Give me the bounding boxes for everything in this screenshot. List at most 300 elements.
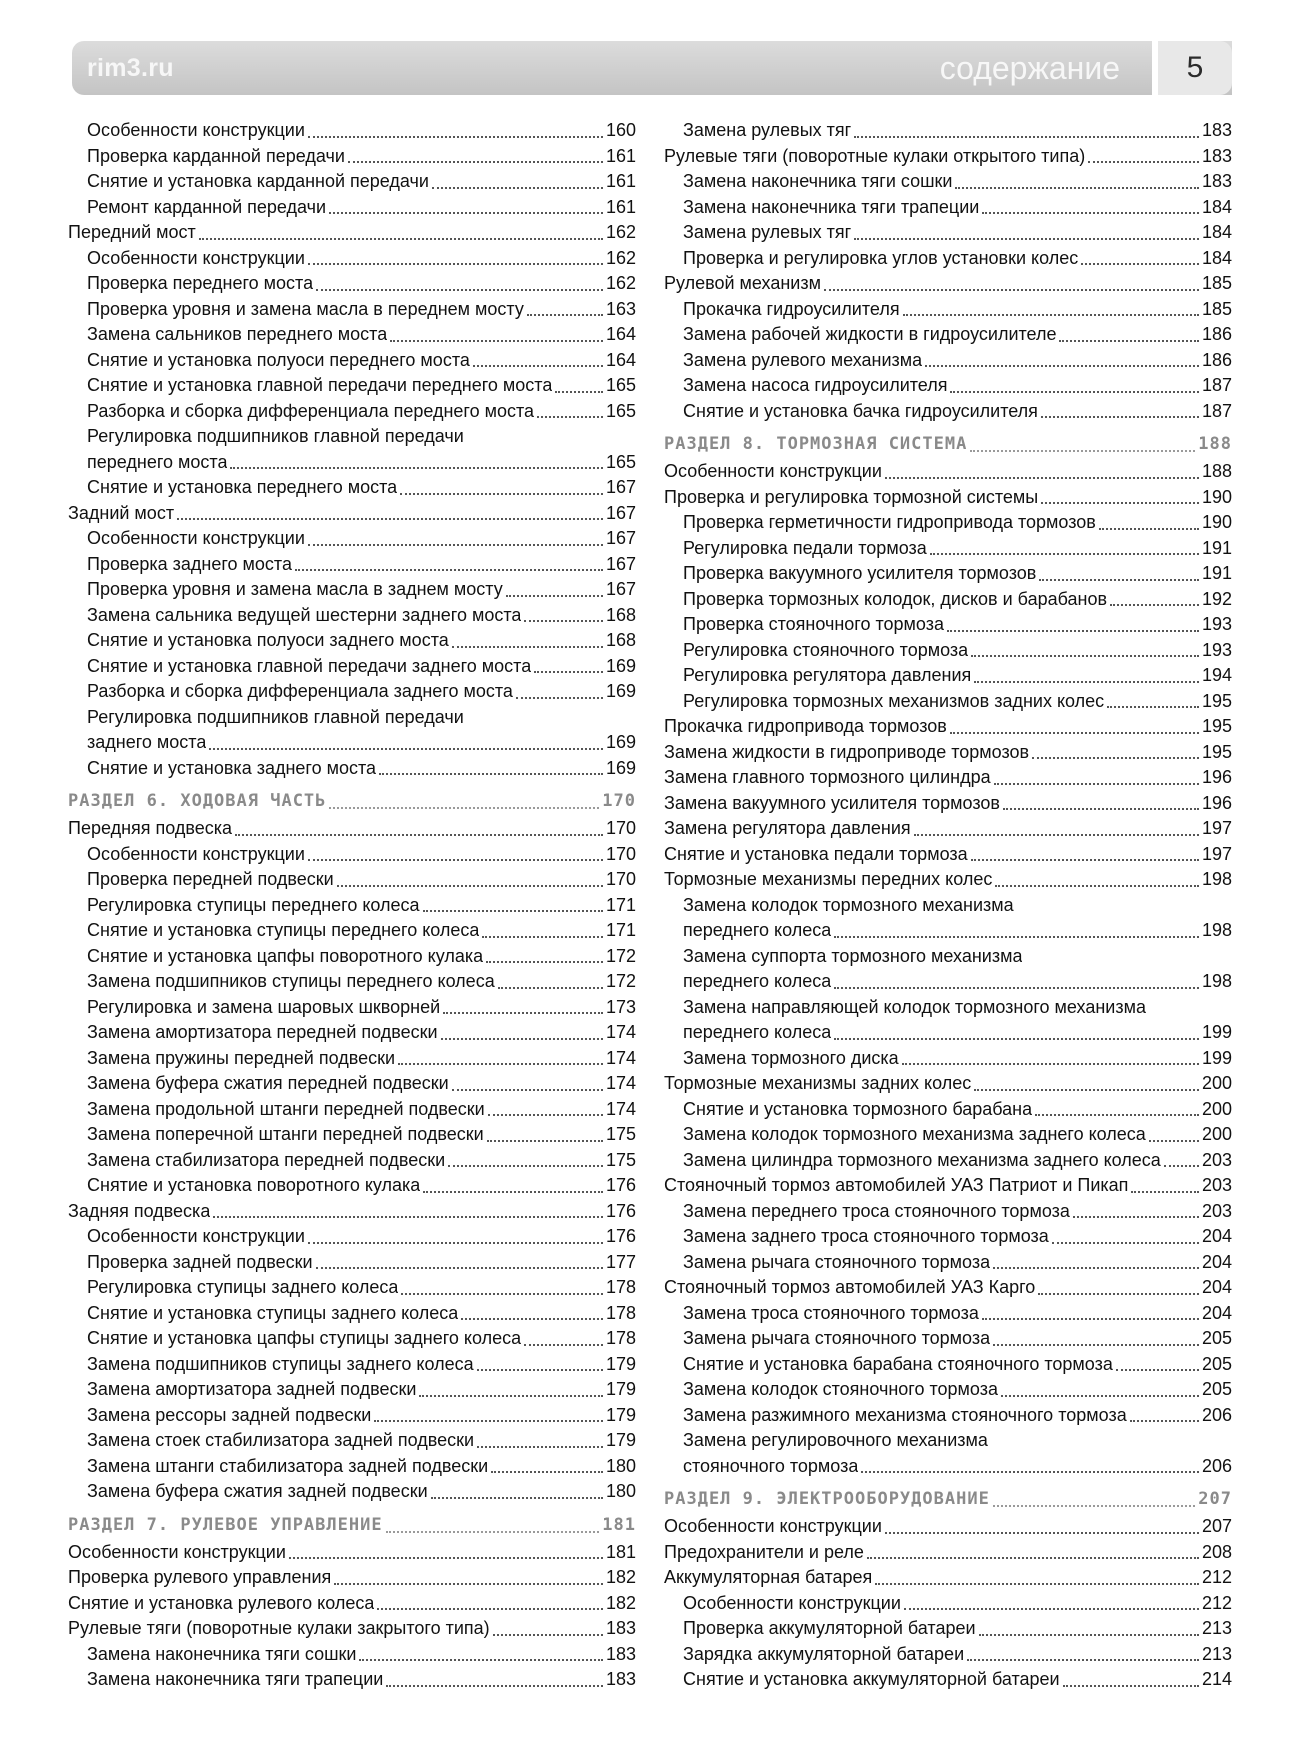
- toc-leader-dots: [401, 1293, 603, 1295]
- toc-leader-dots: [974, 681, 1199, 683]
- toc-page-number: 193: [1201, 614, 1232, 634]
- toc-leader-dots: [902, 1063, 1199, 1065]
- toc-entry-title: Особенности конструкции: [68, 1541, 286, 1562]
- toc-entry-title: Рулевые тяги (поворотные кулаки открытого типа): [664, 145, 1086, 166]
- toc-leader-dots: [506, 595, 603, 597]
- toc-entry-title: Регулировка ступицы переднего колеса: [87, 894, 420, 915]
- toc-page-number: 170: [602, 791, 636, 811]
- toc-leader-dots: [289, 1557, 603, 1559]
- toc-page-number: 175: [605, 1124, 636, 1144]
- toc-entry[interactable]: [68, 1352, 636, 1378]
- toc-page-number: 203: [1201, 1175, 1232, 1195]
- toc-entry[interactable]: [664, 867, 1232, 893]
- toc-entry-title: Передняя подвеска: [68, 818, 233, 838]
- toc-entry[interactable]: [68, 450, 636, 476]
- toc-entry[interactable]: [68, 1046, 636, 1072]
- toc-page-number: 205: [1201, 1328, 1232, 1348]
- toc-page-number: 167: [605, 528, 636, 548]
- toc-page-number: 174: [605, 1073, 636, 1093]
- toc-leader-dots: [441, 1038, 603, 1040]
- toc-leader-dots: [400, 493, 603, 495]
- toc-entry-title: Замена разжимного механизма стояночного тормоза: [683, 1404, 1127, 1425]
- toc-entry[interactable]: [664, 663, 1232, 689]
- toc-entry[interactable]: [664, 1071, 1232, 1097]
- toc-entry-title: Регулировка подшипников главной передачи: [87, 706, 464, 727]
- toc-entry[interactable]: [664, 1642, 1232, 1668]
- toc-entry[interactable]: [664, 1097, 1232, 1123]
- toc-leader-dots: [348, 161, 603, 163]
- toc-entry[interactable]: [68, 1642, 636, 1668]
- toc-page-number: 213: [1201, 1643, 1232, 1664]
- toc-entry[interactable]: [68, 995, 636, 1021]
- toc-entry[interactable]: [68, 144, 636, 170]
- toc-entry-title: Тормозные механизмы передних колес: [664, 869, 993, 889]
- toc-entry[interactable]: [664, 842, 1232, 868]
- toc-page-number: 163: [605, 298, 636, 319]
- toc-entry-title: Проверка уровня и замена масла в переднем мосту: [87, 298, 524, 319]
- toc-leader-dots: [230, 467, 602, 469]
- toc-entry[interactable]: [664, 918, 1232, 944]
- toc-entry[interactable]: [664, 944, 1232, 970]
- toc-page-number: 183: [1201, 145, 1232, 166]
- toc-leader-dots: [1130, 1420, 1199, 1422]
- toc-entry-title: Замена буфера сжатия задней подвески: [87, 1481, 428, 1501]
- toc-page-number: 194: [1201, 665, 1232, 685]
- toc-entry[interactable]: [664, 587, 1232, 613]
- toc-entry[interactable]: [664, 893, 1232, 919]
- toc-entry-title: Замена колодок стояночного тормоза: [683, 1379, 998, 1399]
- toc-entry[interactable]: [664, 1275, 1232, 1301]
- toc-page-number: 169: [605, 655, 636, 676]
- toc-leader-dots: [982, 1318, 1199, 1320]
- toc-entry[interactable]: [68, 842, 636, 868]
- toc-leader-dots: [524, 620, 603, 622]
- toc-entry[interactable]: [664, 638, 1232, 664]
- toc-entry[interactable]: [664, 689, 1232, 715]
- toc-leader-dots: [1099, 528, 1199, 530]
- toc-entry[interactable]: [68, 1428, 636, 1454]
- toc-entry[interactable]: [664, 195, 1232, 221]
- toc-section-heading[interactable]: [68, 785, 636, 815]
- toc-page-number: 169: [605, 681, 636, 701]
- toc-entry-title: Особенности конструкции: [87, 247, 305, 268]
- toc-entry[interactable]: [664, 1199, 1232, 1225]
- toc-entry[interactable]: [68, 816, 636, 842]
- toc-entry[interactable]: [664, 1224, 1232, 1250]
- toc-section-heading[interactable]: [68, 1509, 636, 1539]
- toc-entry-title: Замена жидкости в гидроприводе тормозов: [664, 741, 1030, 762]
- toc-entry[interactable]: [68, 297, 636, 323]
- toc-page-number: 178: [605, 1302, 636, 1323]
- toc-entry[interactable]: [664, 169, 1232, 195]
- toc-page-number: 204: [1201, 1226, 1232, 1246]
- toc-entry[interactable]: [68, 756, 636, 782]
- toc-entry-title: переднего моста: [87, 451, 228, 472]
- toc-entry-title: Снятие и установка главной передачи переднего моста: [87, 375, 553, 395]
- toc-leader-dots: [534, 671, 603, 673]
- toc-entry[interactable]: [68, 1403, 636, 1429]
- toc-entry-title: Снятие и установка цапфы ступицы заднего колеса: [87, 1328, 522, 1348]
- toc-entry[interactable]: [68, 220, 636, 246]
- toc-entry[interactable]: [68, 1565, 636, 1591]
- toc-entry[interactable]: [664, 348, 1232, 374]
- toc-entry-title: Передний мост: [68, 222, 196, 242]
- toc-page-number: 165: [605, 375, 636, 395]
- toc-page-number: 198: [1201, 971, 1232, 991]
- toc-entry[interactable]: [68, 501, 636, 527]
- toc-page-number: 160: [605, 120, 636, 140]
- toc-entry[interactable]: [68, 1250, 636, 1276]
- toc-entry[interactable]: [68, 195, 636, 221]
- toc-entry[interactable]: [68, 1591, 636, 1617]
- toc-entry[interactable]: [68, 679, 636, 705]
- toc-entry[interactable]: [664, 322, 1232, 348]
- toc-page-number: 205: [1201, 1379, 1232, 1399]
- toc-page-number: 188: [1198, 434, 1232, 454]
- toc-entry[interactable]: [68, 1097, 636, 1123]
- toc-entry[interactable]: [68, 1020, 636, 1046]
- toc-page-number: 162: [605, 273, 636, 293]
- toc-entry[interactable]: [68, 1667, 636, 1693]
- toc-entry[interactable]: [68, 918, 636, 944]
- toc-page-number: 186: [1201, 324, 1232, 344]
- toc-entry-title: Замена буфера сжатия передней подвески: [87, 1073, 449, 1093]
- toc-entry[interactable]: [68, 1540, 636, 1566]
- toc-entry[interactable]: [68, 1301, 636, 1327]
- toc-entry-title: Регулировка регулятора давления: [683, 665, 972, 685]
- toc-entry[interactable]: [68, 1479, 636, 1505]
- toc-page-number: 169: [605, 757, 636, 778]
- toc-leader-dots: [461, 1318, 603, 1320]
- toc-leader-dots: [386, 1685, 603, 1687]
- toc-entry-title: Замена амортизатора передней подвески: [87, 1022, 438, 1042]
- toc-entry[interactable]: [68, 552, 636, 578]
- toc-page-number: 182: [605, 1567, 636, 1587]
- toc-entry[interactable]: [664, 1377, 1232, 1403]
- toc-entry-title: Снятие и установка тормозного барабана: [683, 1098, 1033, 1119]
- toc-entry[interactable]: [68, 944, 636, 970]
- toc-page-number: 170: [605, 818, 636, 838]
- toc-page-number: 167: [605, 502, 636, 523]
- toc-entry[interactable]: [68, 271, 636, 297]
- toc-entry[interactable]: [68, 893, 636, 919]
- toc-entry[interactable]: [664, 271, 1232, 297]
- toc-leader-dots: [971, 859, 1199, 861]
- toc-entry[interactable]: [68, 705, 636, 731]
- toc-entry[interactable]: [68, 654, 636, 680]
- toc-entry[interactable]: [68, 628, 636, 654]
- toc-entry-title: Проверка тормозных колодок, дисков и барабанов: [683, 588, 1108, 609]
- toc-column-right: [664, 118, 1232, 1693]
- toc-entry[interactable]: [664, 1301, 1232, 1327]
- toc-page-number: 208: [1201, 1541, 1232, 1562]
- toc-page-number: 176: [605, 1226, 636, 1246]
- toc-leader-dots: [867, 1557, 1199, 1559]
- toc-entry-title: Замена пружины передней подвески: [87, 1047, 396, 1068]
- toc-page-number: 167: [605, 579, 636, 599]
- toc-entry-title: Замена подшипников ступицы заднего колеса: [87, 1353, 474, 1374]
- toc-entry[interactable]: [664, 816, 1232, 842]
- toc-entry-title: Замена рычага стояночного тормоза: [683, 1251, 991, 1272]
- toc-entry[interactable]: [664, 297, 1232, 323]
- toc-entry-title: Замена наконечника тяги сошки: [683, 171, 953, 191]
- toc-entry[interactable]: [68, 969, 636, 995]
- toc-entry[interactable]: [68, 399, 636, 425]
- toc-entry[interactable]: [664, 373, 1232, 399]
- toc-entry[interactable]: [664, 399, 1232, 425]
- toc-entry[interactable]: [664, 714, 1232, 740]
- toc-entry[interactable]: [664, 220, 1232, 246]
- toc-entry[interactable]: [68, 867, 636, 893]
- site-name[interactable]: rim3.ru: [87, 54, 174, 82]
- toc-entry[interactable]: [68, 1326, 636, 1352]
- toc-entry-title: Проверка переднего моста: [87, 273, 314, 293]
- toc-entry-title: Замена амортизатора задней подвески: [87, 1379, 417, 1399]
- toc-leader-dots: [1107, 706, 1199, 708]
- toc-page-number: 191: [1201, 563, 1232, 583]
- toc-entry[interactable]: [68, 1071, 636, 1097]
- toc-entry[interactable]: [68, 348, 636, 374]
- toc-entry[interactable]: [68, 1224, 636, 1250]
- toc-leader-dots: [477, 1369, 603, 1371]
- toc-page-number: 178: [605, 1277, 636, 1297]
- toc-leader-dots: [1003, 808, 1199, 810]
- toc-entry[interactable]: [664, 1148, 1232, 1174]
- toc-page-number: 199: [1201, 1022, 1232, 1042]
- toc-entry[interactable]: [664, 1616, 1232, 1642]
- toc-leader-dots: [993, 1505, 1195, 1507]
- toc-leader-dots: [1035, 1114, 1199, 1116]
- toc-entry-title: Замена рессоры задней подвески: [87, 1404, 372, 1425]
- toc-entry[interactable]: [68, 1454, 636, 1480]
- toc-entry[interactable]: [664, 1326, 1232, 1352]
- toc-entry[interactable]: [664, 995, 1232, 1021]
- toc-entry[interactable]: [68, 424, 636, 450]
- toc-entry[interactable]: [664, 1352, 1232, 1378]
- toc-page-number: 174: [605, 1098, 636, 1119]
- toc-entry-title: Замена наконечника тяги сошки: [87, 1643, 357, 1664]
- toc-page-number: 193: [1201, 639, 1232, 660]
- toc-entry[interactable]: [68, 577, 636, 603]
- toc-entry-title: Замена сальника ведущей шестерни заднего моста: [87, 604, 522, 625]
- toc-entry-title: Снятие и установка ступицы заднего колеса: [87, 1302, 459, 1323]
- toc-entry[interactable]: [664, 1565, 1232, 1591]
- toc-page-number: 179: [605, 1379, 636, 1399]
- toc-page-number: 167: [605, 553, 636, 574]
- toc-leader-dots: [337, 885, 603, 887]
- toc-page-number: 172: [605, 971, 636, 991]
- toc-entry-title: Регулировка и замена шаровых шкворней: [87, 996, 441, 1017]
- toc-entry-title: Стояночный тормоз автомобилей УАЗ Патриот и Пикап: [664, 1175, 1129, 1195]
- toc-entry-title: Особенности конструкции: [87, 1226, 305, 1246]
- toc-entry[interactable]: [664, 1667, 1232, 1693]
- toc-leader-dots: [861, 1471, 1199, 1473]
- toc-page-number: 195: [1201, 741, 1232, 762]
- toc-entry-title: Замена штанги стабилизатора задней подвески: [87, 1455, 489, 1476]
- toc-entry[interactable]: [68, 1616, 636, 1642]
- toc-leader-dots: [1063, 1685, 1199, 1687]
- toc-entry-title: Замена сальников переднего моста: [87, 324, 388, 344]
- toc-page-number: 198: [1201, 920, 1232, 940]
- toc-section-heading[interactable]: [664, 1483, 1232, 1513]
- toc-entry-title: Аккумуляторная батарея: [664, 1567, 873, 1587]
- toc-page-number: 203: [1201, 1149, 1232, 1170]
- toc-entry[interactable]: [664, 1250, 1232, 1276]
- toc-page-number: 183: [1201, 171, 1232, 191]
- toc-entry[interactable]: [68, 118, 636, 144]
- toc-entry[interactable]: [664, 561, 1232, 587]
- toc-leader-dots: [537, 416, 603, 418]
- toc-entry-title: Замена тормозного диска: [683, 1047, 899, 1068]
- toc-page-number: 182: [605, 1592, 636, 1613]
- toc-entry[interactable]: [664, 1020, 1232, 1046]
- toc-entry[interactable]: [664, 1046, 1232, 1072]
- toc-entry[interactable]: [664, 791, 1232, 817]
- toc-leader-dots: [235, 834, 603, 836]
- toc-leader-dots: [994, 783, 1199, 785]
- toc-entry-title: Проверка стояночного тормоза: [683, 614, 944, 634]
- toc-leader-dots: [487, 1140, 603, 1142]
- toc-entry-title: Снятие и установка педали тормоза: [664, 843, 968, 864]
- toc-entry[interactable]: [664, 510, 1232, 536]
- toc-entry-title: Проверка передней подвески: [87, 869, 334, 889]
- toc-page-number: 179: [605, 1404, 636, 1425]
- toc-leader-dots: [834, 1038, 1199, 1040]
- toc-entry-title: Задняя подвеска: [68, 1200, 211, 1221]
- toc-section-heading[interactable]: [664, 428, 1232, 458]
- toc-entry[interactable]: [664, 246, 1232, 272]
- toc-entry-title: Замена регулировочного механизма: [683, 1430, 988, 1450]
- toc-entry[interactable]: [664, 740, 1232, 766]
- toc-entry-title: Снятие и установка рулевого колеса: [68, 1592, 375, 1613]
- toc-entry-title: Замена рулевого механизма: [683, 349, 923, 370]
- toc-entry-title: Рулевой механизм: [664, 273, 821, 293]
- toc-leader-dots: [431, 1497, 603, 1499]
- toc-entry-title: Особенности конструкции: [683, 1592, 901, 1613]
- toc-page-number: 200: [1201, 1073, 1232, 1093]
- toc-entry[interactable]: [664, 536, 1232, 562]
- toc-leader-dots: [1116, 1369, 1199, 1371]
- toc-entry-title: Особенности конструкции: [664, 1516, 882, 1536]
- toc-entry[interactable]: [68, 1377, 636, 1403]
- toc-leader-dots: [423, 1191, 603, 1193]
- toc-leader-dots: [452, 646, 603, 648]
- toc-entry-title: Особенности конструкции: [87, 120, 305, 140]
- toc-leader-dots: [443, 1012, 603, 1014]
- toc-page-number: 183: [1201, 120, 1232, 140]
- toc-entry-title: Снятие и установка барабана стояночного тормоза: [683, 1353, 1113, 1374]
- toc-page-number: 172: [605, 945, 636, 966]
- toc-entry-title: Проверка вакуумного усилителя тормозов: [683, 563, 1037, 583]
- toc-entry-title: Ремонт карданной передачи: [87, 196, 327, 217]
- toc-leader-dots: [925, 365, 1199, 367]
- toc-leader-dots: [955, 187, 1198, 189]
- toc-entry-title: Замена переднего троса стояночного тормоза: [683, 1200, 1070, 1221]
- toc-page-number: 173: [605, 996, 636, 1017]
- toc-entry[interactable]: [68, 1199, 636, 1225]
- toc-leader-dots: [488, 1114, 603, 1116]
- toc-leader-dots: [950, 391, 1198, 393]
- toc-leader-dots: [477, 1446, 603, 1448]
- toc-entry[interactable]: [664, 118, 1232, 144]
- toc-entry[interactable]: [68, 475, 636, 501]
- toc-entry[interactable]: [664, 612, 1232, 638]
- toc-page-number: 170: [605, 869, 636, 889]
- toc-entry[interactable]: [664, 1122, 1232, 1148]
- toc-entry[interactable]: [68, 526, 636, 552]
- toc-entry-title: Замена рабочей жидкости в гидроусилителе: [683, 324, 1057, 344]
- toc-leader-dots: [971, 655, 1199, 657]
- toc-entry[interactable]: [68, 169, 636, 195]
- toc-leader-dots: [379, 773, 603, 775]
- toc-entry[interactable]: [68, 246, 636, 272]
- toc-entry[interactable]: [664, 459, 1232, 485]
- toc-entry[interactable]: [664, 1173, 1232, 1199]
- toc-leader-dots: [982, 212, 1199, 214]
- toc-page-number: 185: [1201, 298, 1232, 319]
- toc-entry[interactable]: [68, 1148, 636, 1174]
- toc-page-number: 161: [605, 196, 636, 217]
- toc-entry[interactable]: [664, 485, 1232, 511]
- toc-entry[interactable]: [664, 144, 1232, 170]
- toc-leader-dots: [967, 1659, 1199, 1661]
- toc-leader-dots: [308, 263, 603, 265]
- toc-leader-dots: [1110, 604, 1199, 606]
- toc-entry[interactable]: [664, 1403, 1232, 1429]
- toc-page-number: 169: [605, 732, 636, 752]
- toc-entry[interactable]: [68, 1275, 636, 1301]
- toc-leader-dots: [1088, 161, 1199, 163]
- toc-entry[interactable]: [664, 1540, 1232, 1566]
- toc-entry[interactable]: [68, 1122, 636, 1148]
- toc-entry[interactable]: [664, 1514, 1232, 1540]
- toc-entry-title: Задний мост: [68, 502, 175, 523]
- toc-page-number: 164: [605, 349, 636, 370]
- toc-page-number: 177: [605, 1251, 636, 1272]
- toc-leader-dots: [885, 477, 1199, 479]
- toc-entry-title: Замена колодок тормозного механизма: [683, 894, 1014, 915]
- toc-page-number: 183: [605, 1643, 636, 1664]
- toc-entry[interactable]: [68, 603, 636, 629]
- toc-entry-title: Прокачка гидропривода тормозов: [664, 716, 947, 736]
- toc-entry[interactable]: [664, 969, 1232, 995]
- toc-leader-dots: [295, 569, 603, 571]
- toc-entry[interactable]: [664, 1591, 1232, 1617]
- toc-leader-dots: [947, 630, 1199, 632]
- toc-entry[interactable]: [664, 765, 1232, 791]
- toc-leader-dots: [316, 1267, 603, 1269]
- toc-entry[interactable]: [68, 1173, 636, 1199]
- toc-leader-dots: [904, 1608, 1199, 1610]
- toc-entry[interactable]: [68, 373, 636, 399]
- toc-leader-dots: [308, 859, 603, 861]
- toc-entry-title: переднего колеса: [683, 971, 832, 991]
- toc-leader-dots: [1039, 579, 1199, 581]
- toc-leader-dots: [209, 748, 603, 750]
- toc-leader-dots: [834, 936, 1199, 938]
- toc-entry-title: Регулировка подшипников главной передачи: [87, 426, 464, 446]
- toc-leader-dots: [970, 450, 1195, 452]
- page-number: 5: [1186, 51, 1204, 84]
- toc-leader-dots: [493, 1634, 603, 1636]
- toc-entry-title: Замена подшипников ступицы переднего колеса: [87, 971, 495, 991]
- toc-leader-dots: [308, 1242, 603, 1244]
- toc-entry[interactable]: [68, 322, 636, 348]
- toc-leader-dots: [1131, 1191, 1199, 1193]
- toc-entry[interactable]: [664, 1428, 1232, 1454]
- toc-entry[interactable]: [68, 730, 636, 756]
- toc-entry[interactable]: [664, 1454, 1232, 1480]
